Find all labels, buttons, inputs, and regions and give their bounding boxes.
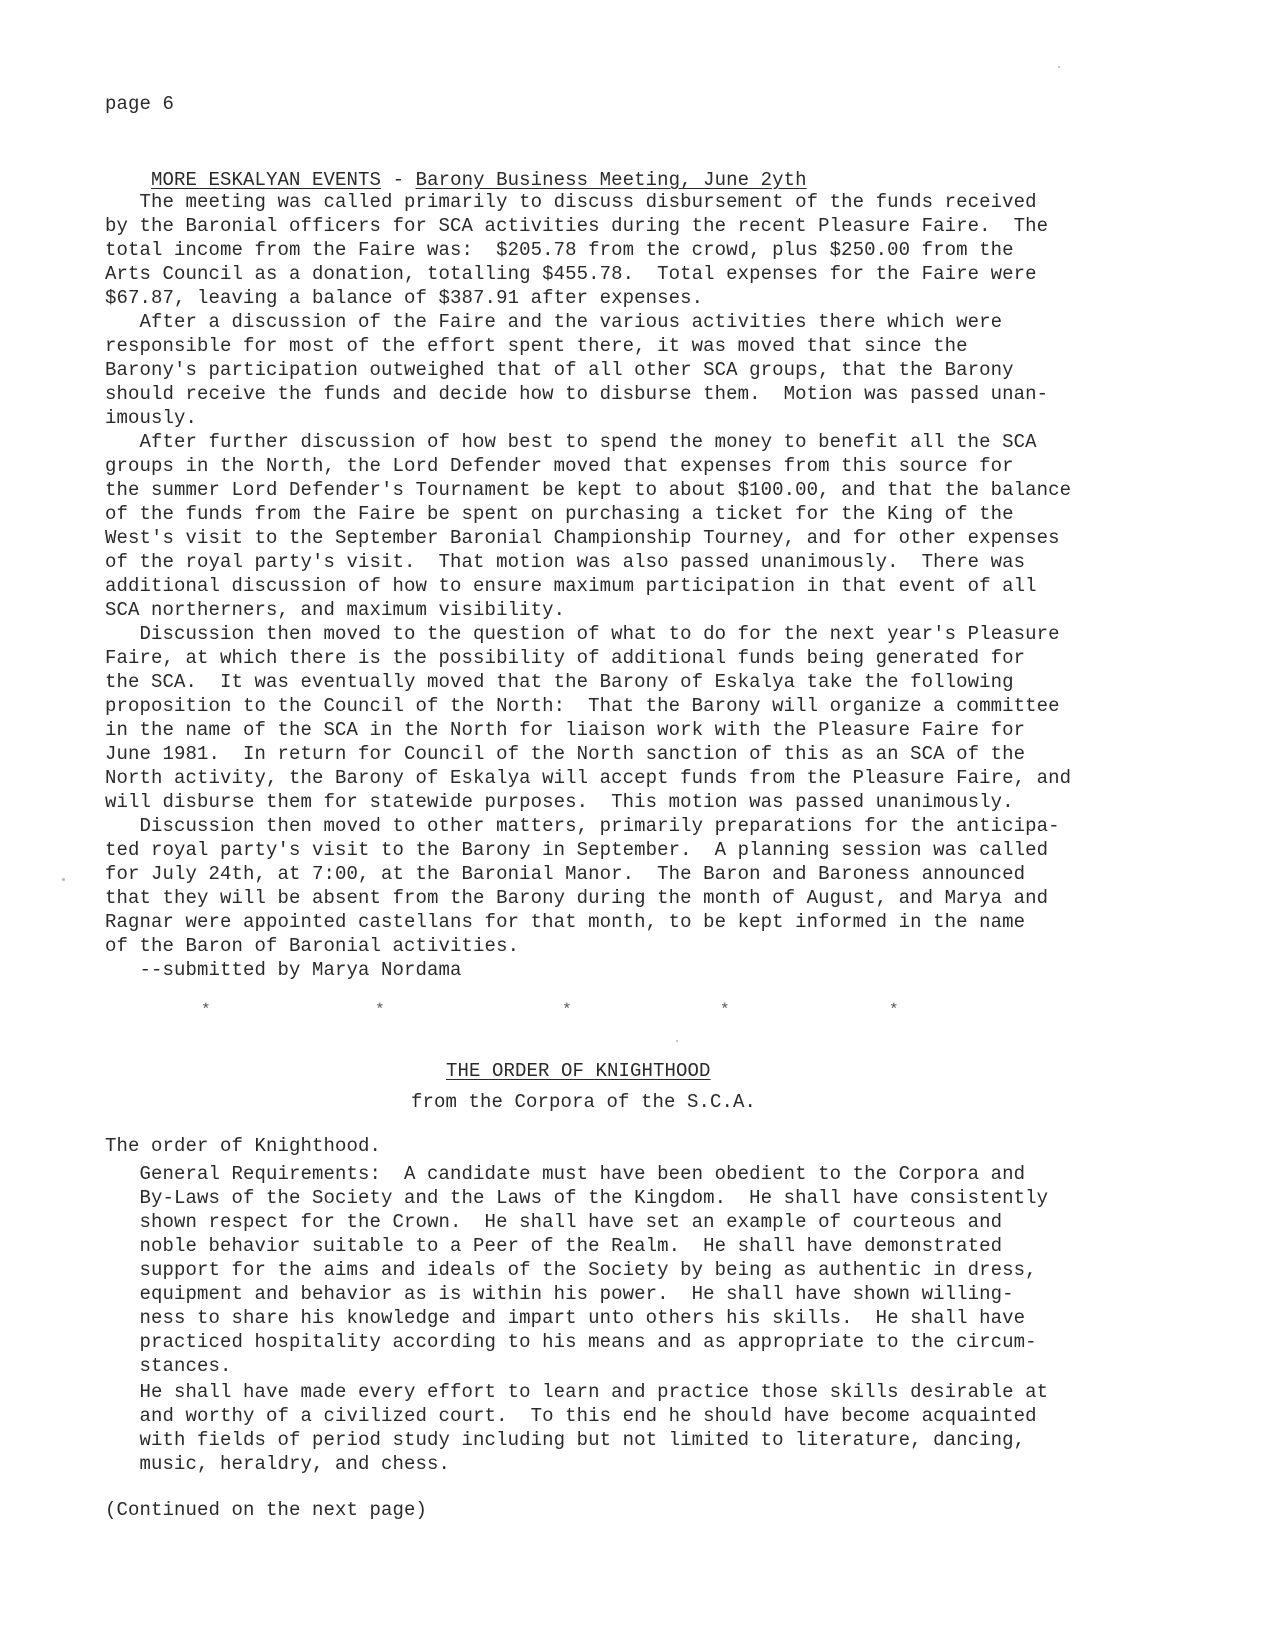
paragraph-line: should receive the funds and decide how to disburse them. Motion was passed unan- [105,383,1049,405]
paragraph-line: After further discussion of how best to spend the money to benefit all the SCA [105,431,1037,453]
scan-speck [676,1040,678,1042]
paragraph-line: for July 24th, at 7:00, at the Baronial Manor. The Baron and Baroness announced [105,863,1026,885]
paragraph-line: noble behavior suitable to a Peer of the Realm. He shall have demonstrated [105,1235,1003,1257]
paragraph-line: West's visit to the September Baronial Championship Tourney, and for other expenses [105,527,1060,549]
header-separator: - [381,169,416,191]
separator-star: * [562,1001,572,1019]
separator-star: * [375,1001,385,1019]
paragraph-line: responsible for most of the effort spent there, it was moved that since the [105,335,968,357]
paragraph-line: support for the aims and ideals of the Society by being as authentic in dress, [105,1259,1037,1281]
article-subtitle: from the Corpora of the S.C.A. [411,1091,757,1113]
paragraph-line: stances. [105,1355,232,1377]
paragraph-line: General Requirements: A candidate must have been obedient to the Corpora and [105,1163,1026,1185]
paragraph-line: with fields of period study including but not limited to literature, dancing, [105,1429,1026,1451]
paragraph-line: groups in the North, the Lord Defender moved that expenses from this source for [105,455,1014,477]
paragraph-line: Discussion then moved to other matters, primarily preparations for the anticipa- [105,815,1060,837]
page-number: page 6 [105,93,175,115]
paragraph-line: By-Laws of the Society and the Laws of the Kingdom. He shall have consistently [105,1187,1049,1209]
paragraph-line: that they will be absent from the Barony during the month of August, and Marya and [105,887,1049,909]
scan-speck [1058,66,1060,68]
paragraph-line: Barony's participation outweighed that of all other SCA groups, that the Barony [105,359,1014,381]
event-title: Barony Business Meeting, June 2yth [415,169,807,191]
separator-star: * [720,1001,730,1019]
paragraph-line: equipment and behavior as is within his power. He shall have shown willing- [105,1283,1014,1305]
paragraph-line: Ragnar were appointed castellans for that month, to be kept informed in the name [105,911,1026,933]
paragraph-line: June 1981. In return for Council of the North sanction of this as an SCA of the [105,743,1026,765]
paragraph-line: North activity, the Barony of Eskalya will accept funds from the Pleasure Faire, and [105,767,1072,789]
paragraph-line: practiced hospitality according to his means and as appropriate to the circum- [105,1331,1037,1353]
paragraph-line: The order of Knighthood. [105,1135,382,1157]
paragraph-line: ted royal party's visit to the Barony in September. A planning session was called [105,839,1049,861]
paragraph-line: additional discussion of how to ensure maximum participation in that event of all [105,575,1037,597]
continued-note: (Continued on the next page) [105,1499,428,1521]
paragraph-line: in the name of the SCA in the North for liaison work with the Pleasure Faire for [105,719,1026,741]
paragraph-line: and worthy of a civilized court. To this end he should have become acquainted [105,1405,1037,1427]
separator-star: * [201,1001,211,1019]
section-title: MORE ESKALYAN EVENTS [151,169,382,191]
paragraph-line: music, heraldry, and chess. [105,1453,451,1475]
paragraph-line: the SCA. It was eventually moved that the Barony of Eskalya take the following [105,671,1014,693]
paragraph-line: Faire, at which there is the possibility of additional funds being generated for [105,647,1026,669]
paragraph-line: will disburse them for statewide purposes. This motion was passed unanimously. [105,791,1014,813]
paragraph-line: of the funds from the Faire be spent on purchasing a ticket for the King of the [105,503,1014,525]
paragraph-line: ness to share his knowledge and impart unto others his skills. He shall have [105,1307,1026,1329]
paragraph-line: $67.87, leaving a balance of $387.91 after expenses. [105,287,704,309]
scan-speck [62,878,65,881]
paragraph-line: Discussion then moved to the question of what to do for the next year's Pleasure [105,623,1060,645]
paragraph-line: of the royal party's visit. That motion was also passed unanimously. There was [105,551,1026,573]
separator-star: * [889,1001,899,1019]
submitted-by: --submitted by Marya Nordama [105,959,462,981]
paragraph-line: by the Baronial officers for SCA activities during the recent Pleasure Faire. The [105,215,1049,237]
paragraph-line: SCA northerners, and maximum visibility. [105,599,566,621]
paragraph-line: After a discussion of the Faire and the various activities there which were [105,311,1003,333]
paragraph-line: He shall have made every effort to learn and practice those skills desirable at [105,1381,1049,1403]
paragraph-line: Arts Council as a donation, totalling $455.78. Total expenses for the Faire were [105,263,1037,285]
paragraph-line: shown respect for the Crown. He shall have set an example of courteous and [105,1211,1003,1233]
paragraph-line: imously. [105,407,198,429]
article-title: THE ORDER OF KNIGHTHOOD [446,1060,711,1082]
paragraph-line: proposition to the Council of the North: That the Barony will organize a committee [105,695,1060,717]
paragraph-line: total income from the Faire was: $205.78 from the crowd, plus $250.00 from the [105,239,1014,261]
paragraph-line: of the Baron of Baronial activities. [105,935,520,957]
paragraph-line: the summer Lord Defender's Tournament be kept to about $100.00, and that the balance [105,479,1072,501]
paragraph-line: The meeting was called primarily to discuss disbursement of the funds received [105,191,1037,213]
